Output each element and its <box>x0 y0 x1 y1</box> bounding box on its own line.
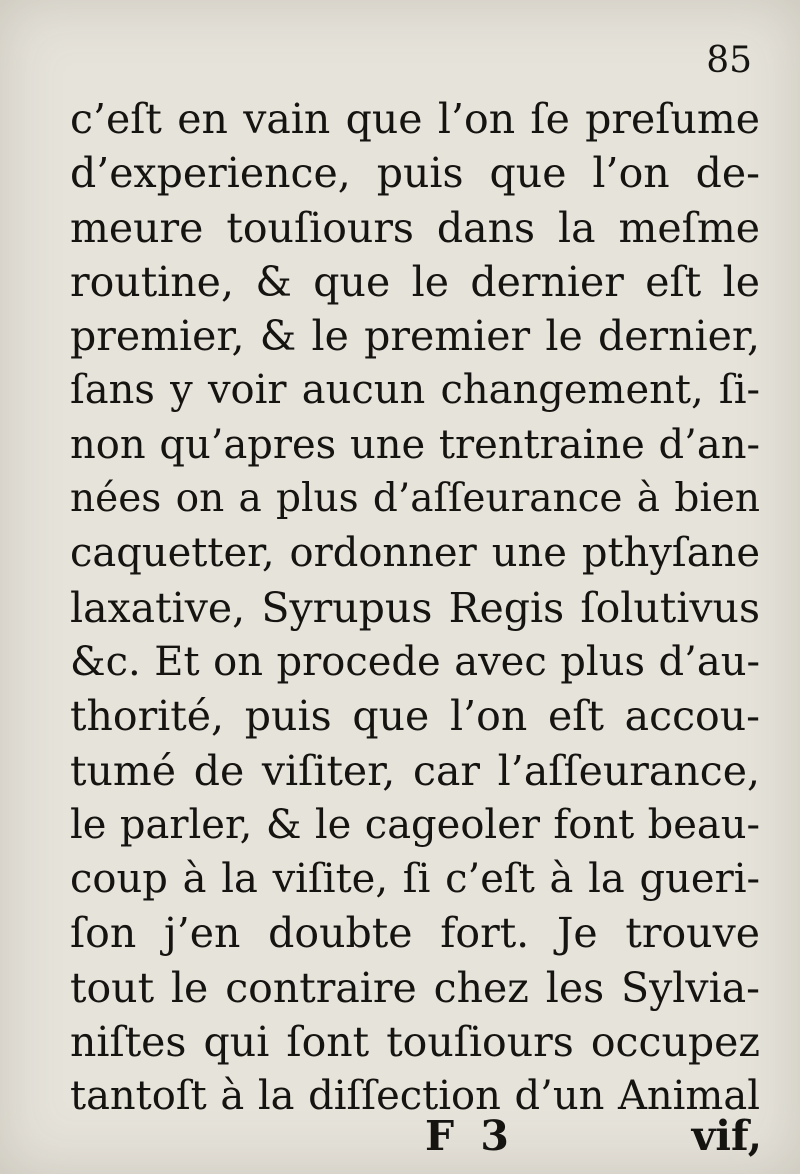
page-number: 85 <box>706 40 752 81</box>
text-line: caquetter, ordonner une pthyſane <box>70 530 760 577</box>
text-line: le parler, & le cageoler font beau- <box>70 801 760 848</box>
text-line: thorité, puis que l’on eſt accou- <box>70 692 760 741</box>
catchword: vif, <box>691 1112 762 1160</box>
body-text <box>70 92 760 1124</box>
text-line: premier, & le premier le dernier, <box>70 312 760 361</box>
text-line: tumé de viſiter, car l’aſſeurance, <box>70 746 760 795</box>
text-line: coup à la viſite, ſi c’eſt à la gueri- <box>70 856 760 903</box>
text-line: ſon j’en doubte fort. Je trouve <box>70 909 760 958</box>
text-line: c’eſt en vain que l’on ſe preſume <box>70 95 760 143</box>
text-line: tantoſt à la diſſection d’un Animal <box>70 1073 760 1120</box>
text-line: nées on a plus d’aſſeurance à bien <box>70 476 760 522</box>
text-line: ſans y voir aucun changement, ſi- <box>70 367 760 414</box>
text-line: routine, & que le dernier eſt le <box>70 257 760 306</box>
text-line: non qu’apres une trentraine d’an- <box>70 421 760 468</box>
signature-mark: F 3 <box>425 1112 515 1160</box>
text-line: meure touſiours dans la meſme <box>70 203 760 252</box>
text-line: &c. Et on procede avec plus d’au- <box>70 638 760 685</box>
page-footer <box>70 1108 762 1164</box>
text-line: niſtes qui ſont touſiours occupez <box>70 1018 760 1067</box>
text-line: tout le contraire chez les Sylvia- <box>70 963 760 1012</box>
text-line: laxative, Syrupus Regis ſolutivus <box>70 583 760 632</box>
text-line: d’experience, puis que l’on de- <box>70 149 760 198</box>
